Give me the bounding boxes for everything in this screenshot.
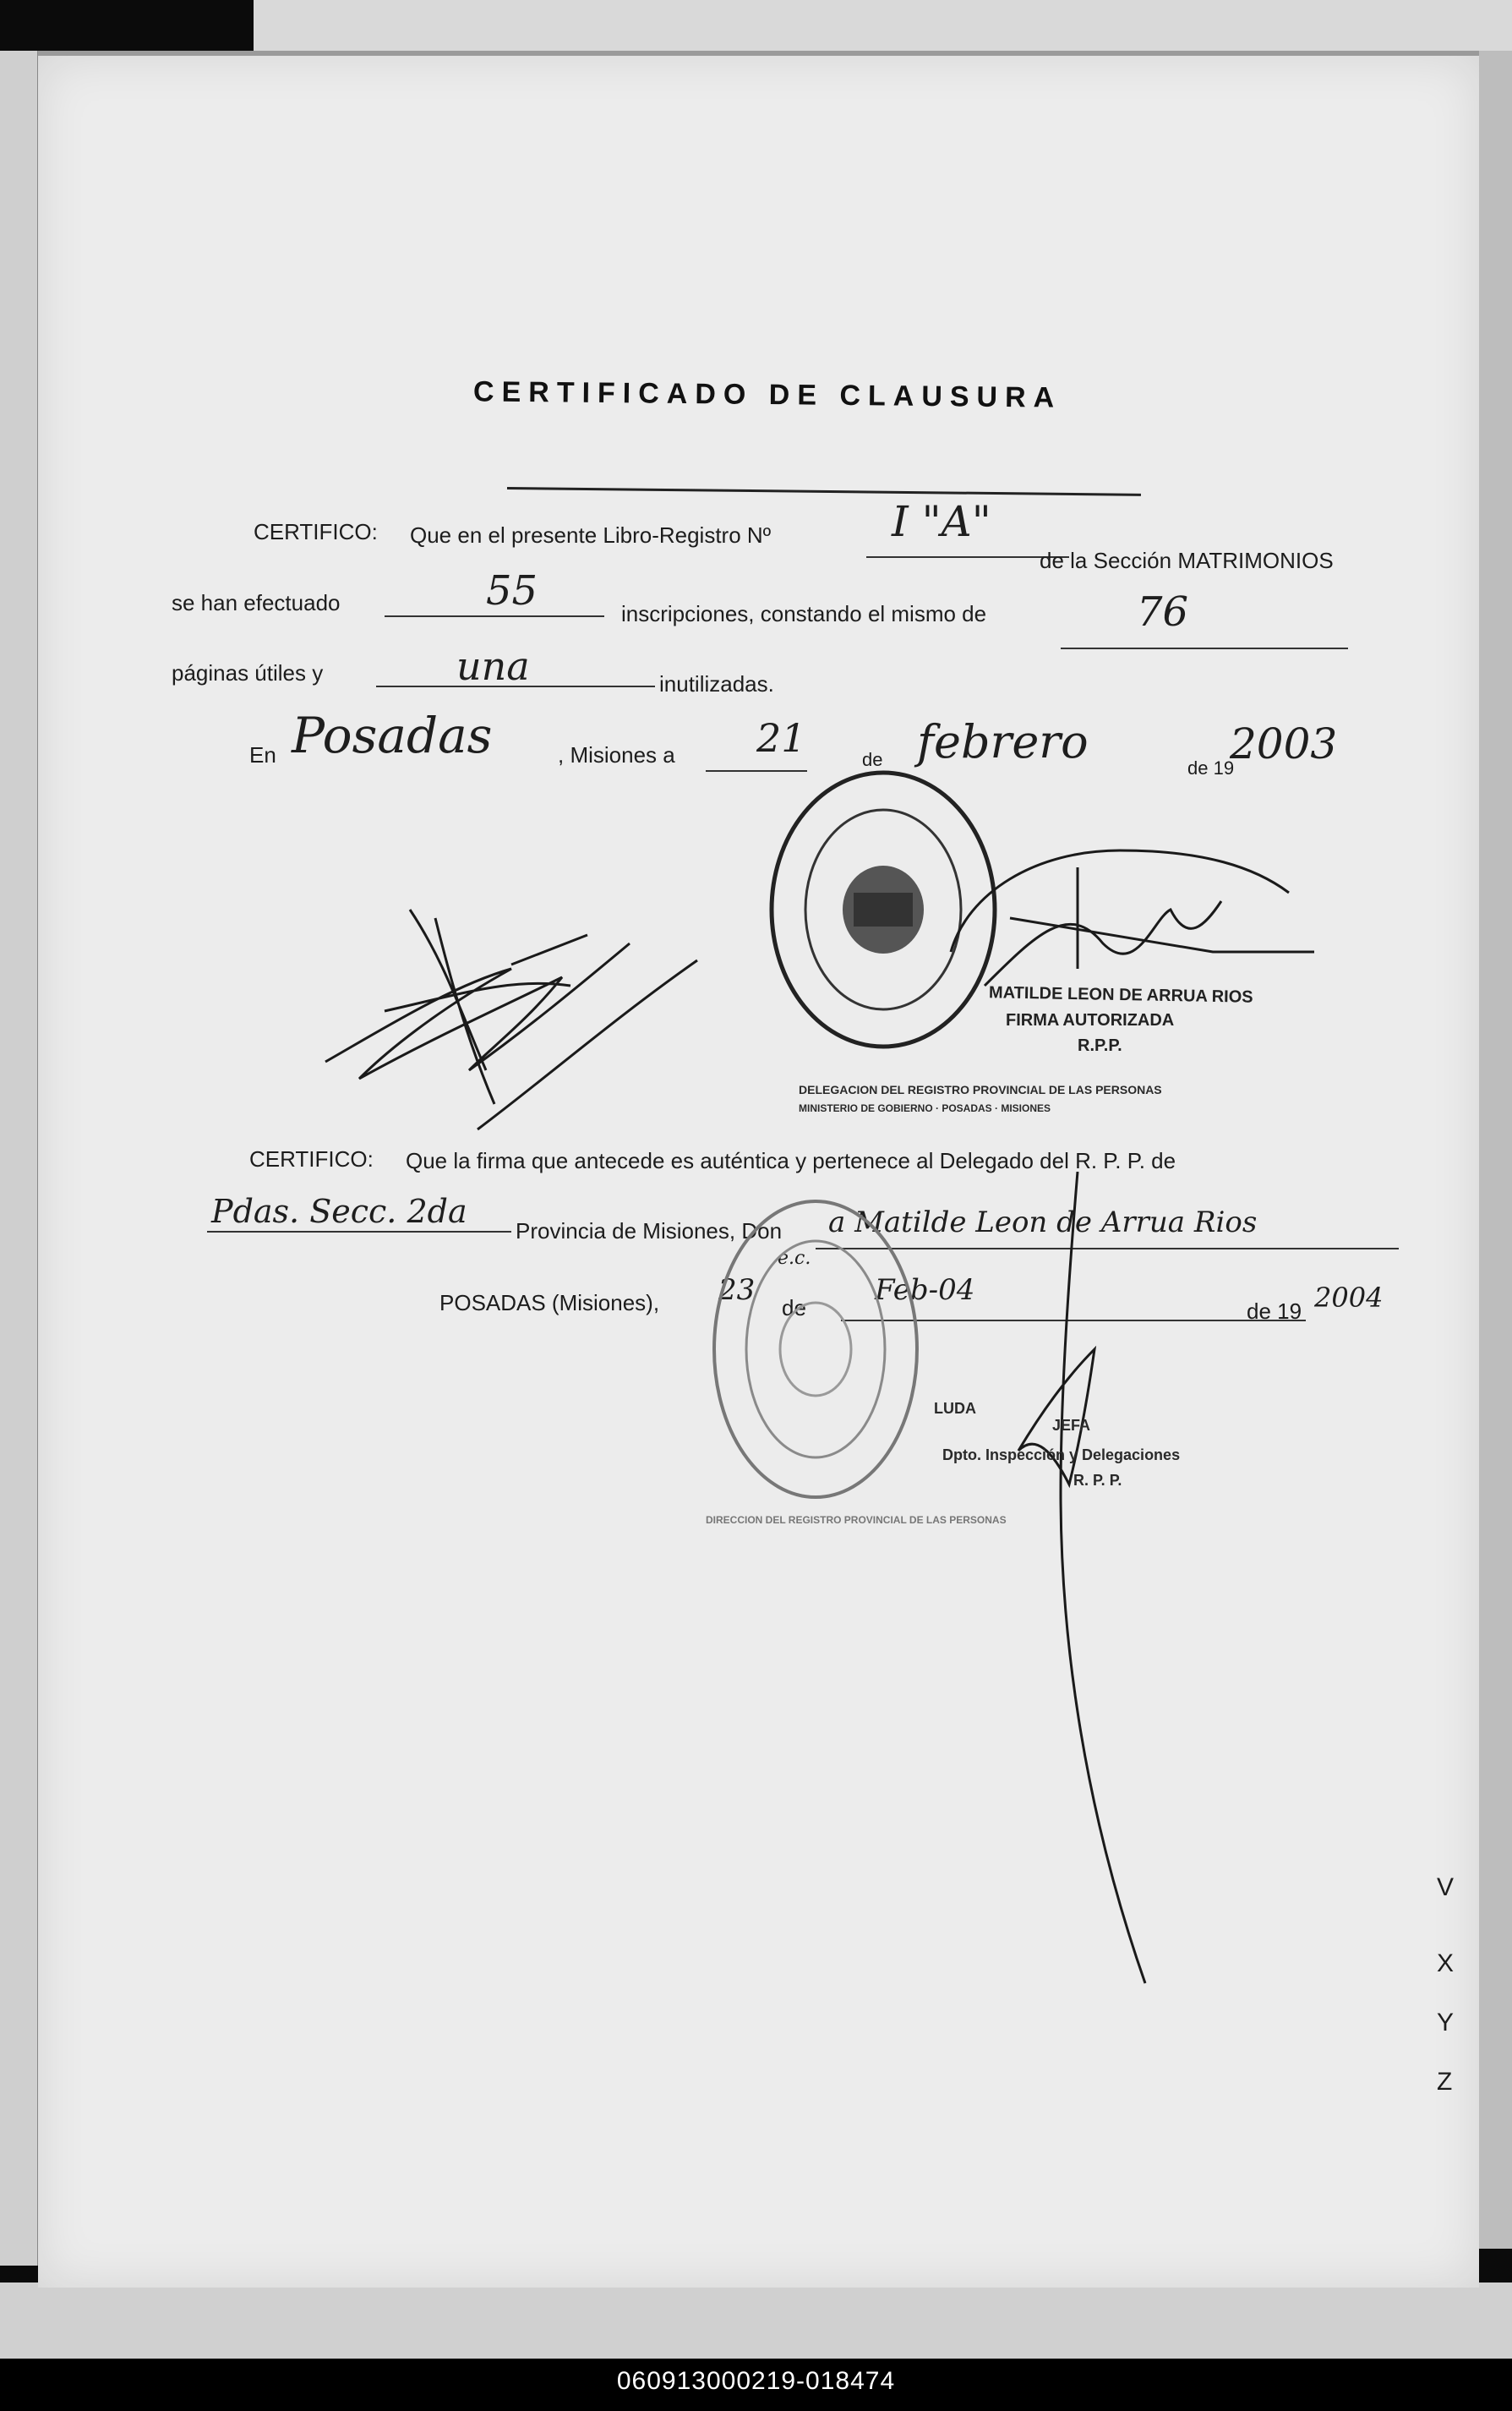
paginas-line	[1061, 648, 1348, 649]
registry-seal-2	[697, 1189, 934, 1510]
inutilizadas-count: una	[456, 643, 530, 689]
margin-mark-3: Y	[1437, 2009, 1455, 2037]
p1-text-b: de la Sección MATRIMONIOS	[1040, 548, 1334, 573]
scan-top-edge	[254, 0, 1512, 51]
footer-code: 060913000219-018474	[616, 2367, 896, 2395]
delegacion-line	[207, 1231, 511, 1233]
document-page	[38, 51, 1479, 2288]
inscripciones-line	[385, 615, 604, 617]
book-edge	[1479, 51, 1512, 2249]
facing-page-edge	[0, 51, 40, 2266]
seal-2-ring-text: DIRECCION DEL REGISTRO PROVINCIAL DE LAS PERSONAS	[706, 1514, 1007, 1526]
libro-numero: I "A"	[892, 497, 991, 546]
p1-text-d: inscripciones, constando el mismo de	[621, 601, 987, 626]
mes-1: febrero	[917, 715, 1089, 768]
dpto-2: Dpto. Inspección y Delegaciones	[942, 1446, 1181, 1463]
seal-1-inner-text: MINISTERIO DE GOBIERNO · POSADAS · MISIONES	[799, 1102, 1051, 1114]
anio-1: 2003	[1230, 719, 1338, 768]
signature-scribble-1	[308, 884, 714, 1155]
de19-label-1: de 19	[1187, 757, 1235, 779]
dia-1: 21	[756, 715, 806, 761]
nota-ec: e.c.	[778, 1248, 811, 1269]
margin-mark-2: X	[1437, 1949, 1455, 1977]
firmante-2: LUDA	[934, 1400, 976, 1417]
en-label: En	[249, 742, 276, 768]
firma-autorizada: FIRMA AUTORIZADA	[1006, 1011, 1175, 1030]
rol-2: JEFA	[1052, 1417, 1091, 1434]
certifico-label-2: CERTIFICO:	[249, 1146, 374, 1172]
paginas-count: 76	[1137, 588, 1189, 636]
nombre-delegado: a Matilde Leon de Arrua Rios	[828, 1206, 1258, 1239]
de-label-1: de	[862, 749, 883, 770]
mes-2: Feb-04	[875, 1273, 975, 1307]
firmante-1: MATILDE LEON DE ARRUA RIOS	[988, 983, 1253, 1007]
sigla-1: R.P.P.	[1078, 1036, 1122, 1055]
de19-label-2: de 19	[1247, 1298, 1302, 1324]
misiones-label: , Misiones a	[558, 742, 675, 768]
document-title: CERTIFICADO DE CLAUSURA	[472, 375, 1062, 414]
margin-mark-1: V	[1437, 1873, 1455, 1901]
lugar-fecha-2: POSADAS (Misiones),	[439, 1290, 660, 1315]
signature-scribble-3	[968, 1172, 1171, 2000]
de-label-2: de	[782, 1295, 806, 1320]
certifico-label-1: CERTIFICO:	[254, 519, 378, 544]
seal-1-ring-text: DELEGACION DEL REGISTRO PROVINCIAL DE LAS PERSONAS	[799, 1083, 1162, 1096]
p1-text-a: Que en el presente Libro-Registro Nº	[410, 522, 772, 548]
p2-text-a: Que la firma que antecede es auténtica y pertenece al Delegado del R. P. P. de	[406, 1148, 1176, 1173]
p2-text-b: Provincia de Misiones, Don	[516, 1218, 783, 1244]
p1-text-e: páginas útiles y	[172, 660, 324, 686]
dia-2: 23	[718, 1273, 756, 1307]
delegacion: Pdas. Secc. 2da	[211, 1193, 467, 1230]
libro-line	[866, 556, 1069, 558]
sigla-2: R. P. P.	[1073, 1472, 1122, 1489]
anio-2: 2004	[1314, 1282, 1384, 1314]
title-underline	[507, 487, 1141, 496]
inscripciones-count: 55	[486, 567, 538, 615]
margin-mark-4: Z	[1437, 2068, 1453, 2096]
lugar-posadas: Posadas	[292, 707, 493, 764]
p1-text-f: inutilizadas.	[659, 671, 774, 697]
p1-text-c: se han efectuado	[172, 590, 341, 615]
